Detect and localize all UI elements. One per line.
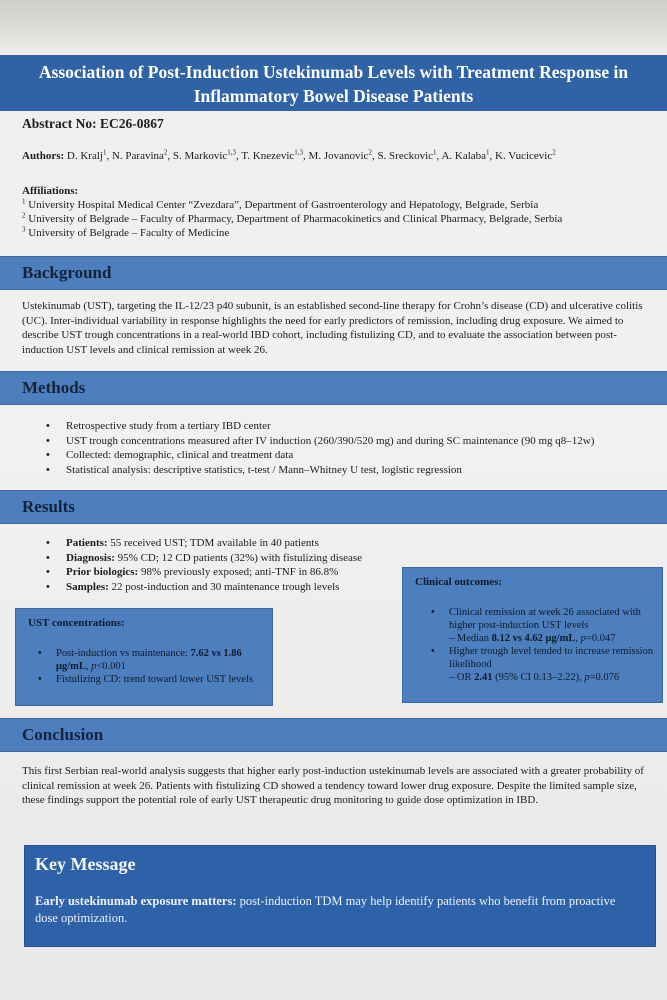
authors-line [22,150,556,162]
author: A. Kalaba$^1$, [441,148,496,162]
key-message-box [24,845,656,947]
methods-heading: Methods [0,371,667,405]
authors-label: Authors: [22,150,65,162]
clinical-box-title: Clinical outcomes: [415,576,503,588]
ust-box-list [34,647,266,686]
results-item: • Patients: 55 received UST; TDM available in 40 patients [42,536,362,551]
conclusion-text: This first Serbian real-world analysis suggests that higher early post-induction ustekinumab levels are associated with a greater probability of clinical remission at week 26. Patients with fistulizing CD showed a tendency toward lower drug exposure. Despite the limited sample size, these findings support the potential role of early UST therapeutic drug monitoring to guide dose optimization in IBD. [22,765,644,806]
methods-item: • Statistical analysis: descriptive statistics, t-test / Mann–Whitney U test, logistic regression [42,463,594,478]
ust-box-item: • Fistulizing CD: trend toward lower UST levels [34,673,266,686]
methods-list [42,419,594,477]
methods-item: • Collected: demographic, clinical and treatment data [42,448,594,463]
author: T. Knezevic$^{1,3}$, [241,148,309,162]
abstract-label: Abstract No: [22,116,97,131]
ust-concentrations-box [15,608,273,706]
methods-item: • Retrospective study from a tertiary IBD center [42,419,594,434]
affiliation-item: $^1$ University Hospital Medical Center “Zvezdara”, Department of Gastroenterology and Hepatology, Belgrade, Serbia [22,197,539,211]
affiliations [22,184,562,240]
results-item: • Diagnosis: 95% CD; 12 CD patients (32%) with fistulizing disease [42,551,362,566]
clinical-box-item: • Higher trough level tended to increase remission likelihood – OR 2.41 (95% CI 0.13–2.22), p=0.076 [427,645,659,684]
abstract-number [22,116,164,132]
results-heading: Results [0,490,667,524]
author: D. Kralj$^1$, [66,148,112,162]
abstract-value: EC26-0867 [99,116,164,131]
clinical-outcomes-box [402,567,663,703]
author: N. Paravina$^2$, [111,148,173,162]
ust-box-item: • Post-induction vs maintenance: 7.62 vs 1.86 μg/mL, p<0.001 [34,647,266,673]
author: S. Markovic$^{1,3}$, [172,148,242,162]
affiliation-item: $^2$ University of Belgrade – Faculty of Pharmacy, Department of Pharmacokinetics and Clinical Pharmacy, Belgrade, Serbia [22,211,563,225]
poster-title [0,55,667,111]
title-line-1: Association of Post-Induction Ustekinumab Levels with Treatment Response in [38,62,629,82]
author: K. Vucicevic$^2$ [495,148,556,162]
clinical-box-list [427,606,659,684]
affiliation-item: $^3$ University of Belgrade – Faculty of Medicine [22,225,230,239]
background-text: Ustekinumab (UST), targeting the IL-12/23 p40 subunit, is an established second-line therapy for Crohn’s disease (CD) and ulcerative colitis (UC). Inter-individual variability in response highlights the need for early predictors of remission, including drug exposure. We aimed to describe UST trough concentrations in a real-world IBD cohort, including fistulizing CD, and to evaluate the association between post-induction UST levels and clinical remission at week 26. [22,300,643,356]
key-message-text: Early ustekinumab exposure matters: post-induction TDM may help identify patients who benefit from proactive dose optimization. [35,894,616,925]
title-line-2: Inflammatory Bowel Disease Patients [193,86,474,106]
results-item: • Prior biologics: 98% previously exposed; anti-TNF in 86.8% [42,565,362,580]
key-message-heading: Key Message [35,854,136,874]
results-list [42,536,362,594]
ust-box-title: UST concentrations: [28,617,125,629]
author: S. Sreckovic$^1$, [377,148,442,162]
conclusion-heading: Conclusion [0,718,667,752]
affiliations-heading: Affiliations: [22,185,79,197]
background-heading: Background [0,256,667,290]
author: M. Jovanovic$^2$, [308,148,378,162]
clinical-box-item: • Clinical remission at week 26 associated with higher post-induction UST levels – Median 8.12 vs 4.62 μg/mL, p=0.047 [427,606,659,645]
results-item: • Samples: 22 post-induction and 30 maintenance trough levels [42,580,362,595]
methods-item: • UST trough concentrations measured after IV induction (260/390/520 mg) and during SC maintenance (90 mg q8–12w) [42,434,594,449]
poster-top-edge [0,0,667,52]
